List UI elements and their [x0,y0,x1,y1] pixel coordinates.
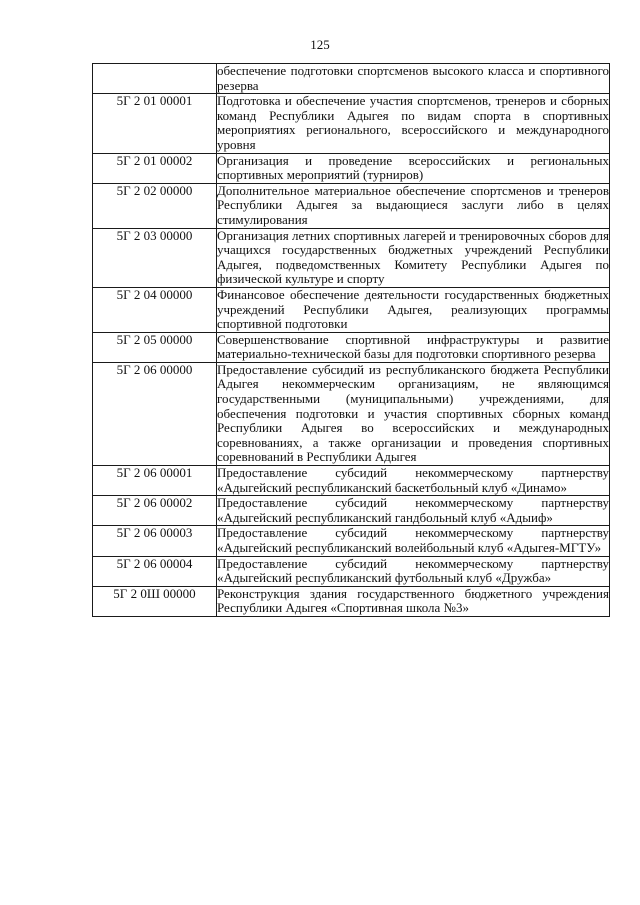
table-row [93,496,610,526]
row-code: 5Г 2 02 00000 [93,183,217,228]
row-description: Предоставление субсидий некоммерческому партнерству «Адыгейский республиканский гандбольный клуб «Адыиф» [217,495,609,525]
row-code: 5Г 2 0Ш 00000 [93,586,217,616]
table-row [93,228,610,287]
row-description: Предоставление субсидий из республиканского бюджета Республики Адыгея некоммерческим организациям, не являющимся государственными (муниципальными) учреждениями, для обеспечения подготовки и участия спортивных сборных команд Республики Адыгея во всероссийских и международных соревнованиях, а также организации и проведения спортивных соревнований в Республики Адыгея [217,361,609,465]
table-row [93,586,610,616]
row-description: Подготовка и обеспечение участия спортсменов, тренеров и сборных команд Республики Адыгея по видам спорта в спортивных мероприятиях регионального, всероссийского и международного уровня [217,93,609,152]
table-row [93,362,610,465]
table-row [93,183,610,228]
budget-code-table [92,63,610,617]
table-row [93,153,610,183]
row-code: 5Г 2 06 00000 [93,362,217,465]
row-description: Предоставление субсидий некоммерческому партнерству «Адыгейский республиканский баскетбольный клуб «Динамо» [217,465,609,495]
table-row [93,556,610,586]
row-code [93,64,217,94]
row-description: Предоставление субсидий некоммерческому партнерству «Адыгейский республиканский футбольный клуб «Дружба» [217,555,609,586]
row-description: Организация и проведение всероссийских и региональных спортивных мероприятий (турниров) [217,152,609,183]
row-description: Организация летних спортивных лагерей и тренировочных сборов для учащихся государственных бюджетных учреждений Республики Адыгея, подведомственных Комитету Республики Адыгея по физической культуре и спорту [217,227,609,287]
row-code: 5Г 2 06 00001 [93,466,217,496]
row-code: 5Г 2 06 00002 [93,496,217,526]
row-code: 5Г 2 01 00002 [93,153,217,183]
row-code: 5Г 2 01 00001 [93,94,217,153]
row-description: Совершенствование спортивной инфраструктуры и развитие материально-технической базы для подготовки спортивного резерва [217,331,609,362]
row-code: 5Г 2 03 00000 [93,228,217,287]
page-number: 125 [310,37,330,52]
table-row [93,526,610,556]
row-description: обеспечение подготовки спортсменов высокого класса и спортивного резерва [217,63,609,93]
row-code: 5Г 2 06 00004 [93,556,217,586]
table-row [93,94,610,153]
row-description: Предоставление субсидий некоммерческому партнерству «Адыгейский республиканский волейбольный клуб «Адыгея-МГТУ» [217,525,609,555]
table-row [93,332,610,362]
row-code: 5Г 2 06 00003 [93,526,217,556]
row-description: Дополнительное материальное обеспечение спортсменов и тренеров Республики Адыгея за выдающиеся заслуги либо в целях стимулирования [217,182,609,227]
row-code: 5Г 2 05 00000 [93,332,217,362]
table-row [93,466,610,496]
row-description: Финансовое обеспечение деятельности государственных бюджетных учреждений Республики Адыгея, реализующих программы спортивной подготовки [217,286,609,332]
row-code: 5Г 2 04 00000 [93,287,217,332]
table-row [93,64,610,94]
table-row [93,287,610,332]
row-description: Реконструкция здания государственного бюджетного учреждения Республики Адыгея «Спортивная школа №3» [217,585,609,616]
